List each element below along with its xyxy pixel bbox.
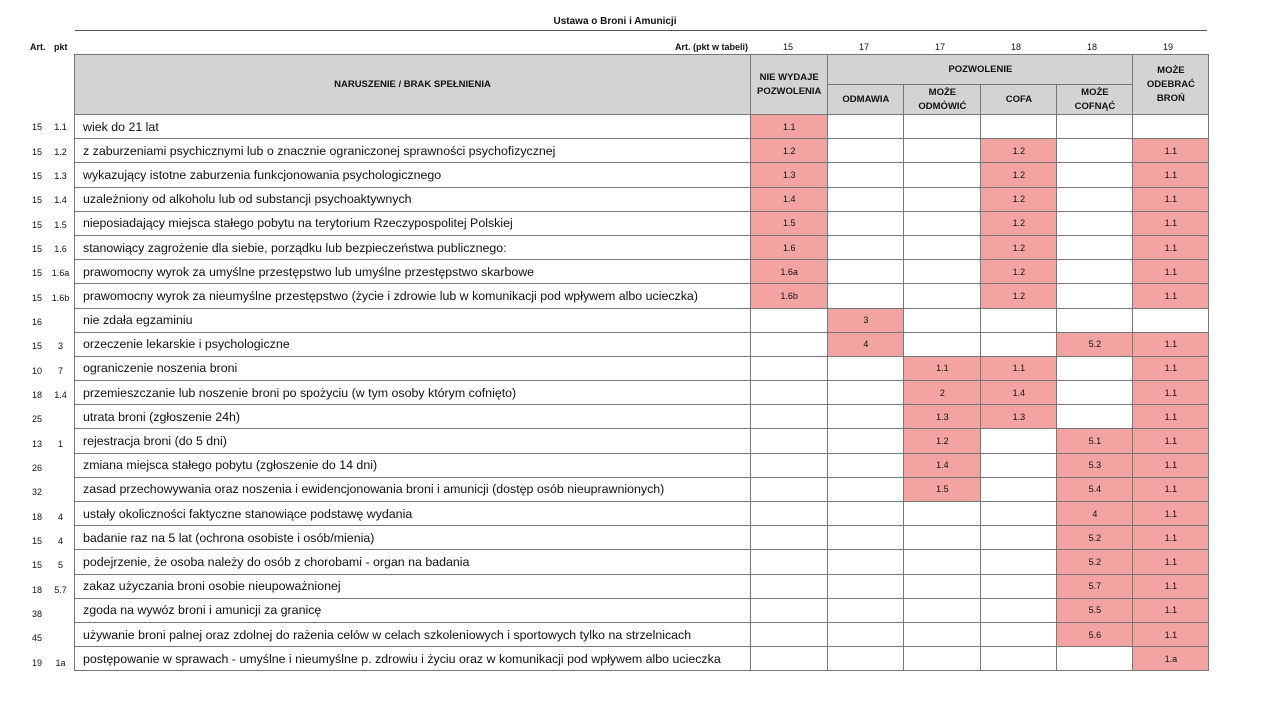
cell-moze-cofnac [1057,187,1133,211]
col-number-moze-odmowic: 17 [934,42,945,52]
cell-cofa: 1.2 [981,139,1057,163]
pkt-number: 1.6 [54,243,67,254]
cell-cofa: 1.4 [981,381,1057,405]
art-number: 15 [32,268,43,279]
table-row [75,574,1209,598]
cell-moze-odebrac: 1.1 [1133,381,1209,405]
cell-moze-odebrac [1133,115,1209,139]
pkt-number: 1.3 [54,170,67,181]
cell-moze-odebrac: 1.1 [1133,332,1209,356]
col-number-nie-wydaje: 15 [782,42,793,52]
cell-moze-cofnac: 5.2 [1057,332,1133,356]
cell-moze-odmowic: 1.3 [904,405,981,429]
table-row [75,356,1209,380]
cell-cofa [981,550,1057,574]
violation-description: rejestracja broni (do 5 dni) [75,429,751,453]
cell-moze-odebrac: 1.1 [1133,429,1209,453]
pkt-number: 4 [57,511,63,522]
cell-nie-wydaje [751,356,828,380]
violation-description: prawomocny wyrok za nieumyślne przestępstwo (życie i zdrowie lub w komunikacji pod wpływem albo ucieczka) [75,284,751,308]
cell-cofa [981,332,1057,356]
cell-nie-wydaje [751,647,828,671]
cell-odmawia: 4 [828,332,904,356]
violation-description: zmiana miejsca stałego pobytu (zgłoszenie do 14 dni) [75,453,751,477]
cell-moze-odmowic: 1.4 [904,453,981,477]
art-number: 15 [32,536,43,547]
cell-moze-odmowic [904,139,981,163]
cell-moze-odmowic [904,332,981,356]
art-number: 15 [32,560,43,571]
table-row [75,550,1209,574]
header-nie-wydaje: NIE WYDAJE POZWOLENIA [751,55,828,115]
cell-moze-odmowic [904,550,981,574]
cell-nie-wydaje [751,526,828,550]
pkt-number: 7 [57,365,63,376]
cell-odmawia [828,574,904,598]
cell-moze-odebrac: 1.1 [1133,622,1209,646]
cell-nie-wydaje [751,308,828,332]
pkt-number: 1.4 [54,389,67,400]
violation-description: używanie broni palnej oraz zdolnej do rażenia celów w celach szkoleniowych i sportowych tylko na strzelnicach [75,622,751,646]
table-row [75,115,1209,139]
cell-nie-wydaje [751,550,828,574]
cell-odmawia [828,284,904,308]
cell-moze-cofnac [1057,115,1133,139]
cell-moze-cofnac: 5.1 [1057,429,1133,453]
cell-cofa [981,526,1057,550]
art-number: 15 [32,292,43,303]
art-pkt-row [24,212,74,236]
cell-cofa [981,308,1057,332]
violation-description: przemieszczanie lub noszenie broni po spożyciu (w tym osoby którym cofnięto) [75,381,751,405]
art-pkt-row [24,456,74,480]
art-pkt-row [24,358,74,382]
violation-description: zgoda na wywóz broni i amunicji za granicę [75,598,751,622]
art-pkt-row [24,431,74,455]
cell-moze-odebrac: 1.1 [1133,284,1209,308]
violation-description: prawomocny wyrok za umyślne przestępstwo lub umyślne przestępstwo skarbowe [75,260,751,284]
cell-moze-odebrac: 1.1 [1133,550,1209,574]
pkt-number: 3 [57,341,63,352]
table-row [75,526,1209,550]
table-row [75,284,1209,308]
cell-moze-odmowic [904,187,981,211]
art-number: 18 [32,584,43,595]
art-pkt-row [24,407,74,431]
cell-moze-odmowic [904,308,981,332]
cell-moze-cofnac: 5.4 [1057,477,1133,501]
cell-odmawia [828,139,904,163]
violation-description: ustały okoliczności faktyczne stanowiące podstawę wydania [75,502,751,526]
cell-moze-odmowic [904,598,981,622]
table-row [75,211,1209,235]
cell-moze-odebrac: 1.1 [1133,163,1209,187]
table-row [75,622,1209,646]
pkt-number: 4 [57,536,63,547]
violation-description: ograniczenie noszenia broni [75,356,751,380]
art-pkt-row [24,529,74,553]
cell-odmawia [828,550,904,574]
cell-nie-wydaje: 1.6b [751,284,828,308]
cell-moze-odmowic [904,574,981,598]
cell-moze-odebrac: 1.1 [1133,574,1209,598]
art-pkt-row [24,651,74,675]
cell-moze-odmowic [904,622,981,646]
art-number: 45 [32,633,43,644]
cell-nie-wydaje [751,453,828,477]
cell-cofa [981,429,1057,453]
art-number: 10 [32,365,43,376]
art-pkt-row [24,188,74,212]
cell-moze-cofnac [1057,139,1133,163]
document-title: Ustawa o Broni i Amunicji [553,16,677,27]
cell-moze-cofnac: 5.3 [1057,453,1133,477]
header-naruszenie: NARUSZENIE / BRAK SPEŁNIENIA [75,55,751,115]
pkt-number: 1a [55,657,66,668]
pkt-number: 1.5 [54,219,67,230]
art-number: 15 [32,243,43,254]
cell-moze-odmowic [904,284,981,308]
table-row [75,405,1209,429]
violation-description: badanie raz na 5 lat (ochrona osobiste i osób/mienia) [75,526,751,550]
cell-moze-odmowic: 1.1 [904,356,981,380]
cell-moze-cofnac: 4 [1057,502,1133,526]
cell-cofa: 1.2 [981,187,1057,211]
header-moze-cofnac: MOŻE COFNĄĆ [1057,85,1133,115]
header-cofa: COFA [981,85,1057,115]
cell-odmawia [828,235,904,259]
art-pkt-row [24,553,74,577]
cell-moze-cofnac [1057,308,1133,332]
title-underline [75,30,1207,31]
art-number: 18 [32,389,43,400]
cell-moze-odmowic: 2 [904,381,981,405]
cell-nie-wydaje [751,405,828,429]
col-number-moze-cofnac: 18 [1086,42,1097,52]
cell-cofa [981,598,1057,622]
table-row [75,429,1209,453]
art-number: 18 [32,511,43,522]
cell-nie-wydaje: 1.2 [751,139,828,163]
art-pkt-row [24,505,74,529]
cell-moze-odmowic [904,163,981,187]
cell-moze-cofnac [1057,647,1133,671]
cell-odmawia [828,187,904,211]
table-row [75,187,1209,211]
art-pkt-row [24,480,74,504]
art-column-label: Art. [30,42,46,52]
cell-moze-cofnac [1057,235,1133,259]
table-row [75,308,1209,332]
cell-odmawia [828,211,904,235]
cell-moze-odebrac: 1.1 [1133,453,1209,477]
cell-odmawia: 3 [828,308,904,332]
cell-odmawia [828,526,904,550]
cell-odmawia [828,115,904,139]
cell-cofa [981,647,1057,671]
cell-cofa: 1.2 [981,163,1057,187]
cell-moze-odmowic: 1.5 [904,477,981,501]
art-pkt-row [24,261,74,285]
art-number: 25 [32,414,43,425]
art-number: 15 [32,219,43,230]
violation-description: wykazujący istotne zaburzenia funkcjonowania psychologicznego [75,163,751,187]
violation-description: zasad przechowywania oraz noszenia i ewidencjonowania broni i amunicji (dostęp osób nieuprawnionych) [75,477,751,501]
cell-nie-wydaje [751,574,828,598]
col-number-odmawia: 17 [858,42,869,52]
table-row [75,163,1209,187]
cell-moze-odmowic [904,211,981,235]
cell-moze-odebrac: 1.1 [1133,139,1209,163]
art-pkt-row [24,626,74,650]
cell-moze-odebrac [1133,308,1209,332]
art-pkt-column [24,115,74,675]
cell-odmawia [828,598,904,622]
art-number: 15 [32,170,43,181]
cell-odmawia [828,405,904,429]
art-number: 26 [32,462,43,473]
cell-moze-cofnac: 5.2 [1057,550,1133,574]
cell-moze-odmowic [904,235,981,259]
table-row [75,598,1209,622]
cell-cofa [981,622,1057,646]
header-odmawia: ODMAWIA [828,85,904,115]
pkt-number: 5 [57,560,63,571]
art-number: 15 [32,122,43,133]
cell-moze-odebrac: 1.1 [1133,477,1209,501]
cell-moze-cofnac [1057,284,1133,308]
violation-description: utrata broni (zgłoszenie 24h) [75,405,751,429]
cell-moze-odebrac: 1.1 [1133,211,1209,235]
cell-nie-wydaje [751,502,828,526]
violation-description: nieposiadający miejsca stałego pobytu na terytorium Rzeczypospolitej Polskiej [75,211,751,235]
art-number: 15 [32,146,43,157]
cell-moze-odebrac: 1.1 [1133,598,1209,622]
art-number: 19 [32,657,43,668]
art-number: 15 [32,341,43,352]
pkt-number: 1.2 [54,146,67,157]
cell-cofa: 1.1 [981,356,1057,380]
cell-moze-odebrac: 1.1 [1133,405,1209,429]
cell-odmawia [828,477,904,501]
cell-cofa: 1.2 [981,235,1057,259]
cell-cofa [981,115,1057,139]
pkt-number: 1.6b [51,292,70,303]
cell-moze-odebrac: 1.1 [1133,356,1209,380]
cell-cofa [981,453,1057,477]
cell-nie-wydaje [751,332,828,356]
pkt-number: 5.7 [54,584,67,595]
cell-odmawia [828,260,904,284]
cell-cofa: 1.2 [981,211,1057,235]
pkt-number: 1.1 [54,122,67,133]
cell-odmawia [828,356,904,380]
art-pkt-row [24,164,74,188]
cell-nie-wydaje: 1.4 [751,187,828,211]
cell-moze-odmowic [904,526,981,550]
art-pkt-row [24,310,74,334]
table-row [75,260,1209,284]
art-number: 13 [32,438,43,449]
table-row [75,235,1209,259]
cell-moze-odebrac: 1.1 [1133,187,1209,211]
cell-moze-cofnac [1057,260,1133,284]
cell-moze-odebrac: 1.1 [1133,235,1209,259]
cell-moze-cofnac [1057,211,1133,235]
col-number-moze-odebrac: 19 [1162,42,1173,52]
art-pkt-row [24,578,74,602]
cell-moze-odebrac: 1.1 [1133,526,1209,550]
table-row [75,477,1209,501]
table-row [75,381,1209,405]
table-row [75,647,1209,671]
art-pkt-row [24,285,74,309]
cell-moze-odmowic [904,647,981,671]
cell-cofa [981,477,1057,501]
art-pkt-row [24,237,74,261]
cell-odmawia [828,453,904,477]
violations-table [74,54,1209,671]
table-row [75,139,1209,163]
cell-moze-odebrac: 1.1 [1133,502,1209,526]
cell-cofa: 1.2 [981,260,1057,284]
pkt-number: 1.4 [54,195,67,206]
cell-nie-wydaje: 1.6 [751,235,828,259]
cell-moze-cofnac: 5.6 [1057,622,1133,646]
art-number: 38 [32,609,43,620]
cell-odmawia [828,502,904,526]
cell-odmawia [828,381,904,405]
table-body [75,115,1209,671]
cell-moze-cofnac [1057,381,1133,405]
violation-description: orzeczenie lekarskie i psychologiczne [75,332,751,356]
cell-moze-odebrac: 1.1 [1133,260,1209,284]
cell-cofa [981,502,1057,526]
art-pkt-row [24,334,74,358]
cell-cofa: 1.2 [981,284,1057,308]
cell-odmawia [828,622,904,646]
table-row [75,502,1209,526]
art-pkt-label: Art. (pkt w tabeli) [674,42,748,52]
violation-description: podejrzenie, że osoba należy do osób z chorobami - organ na badania [75,550,751,574]
cell-nie-wydaje: 1.5 [751,211,828,235]
col-number-cofa: 18 [1010,42,1021,52]
pkt-number: 1.6a [51,268,70,279]
cell-nie-wydaje: 1.6a [751,260,828,284]
header-pozwolenie: POZWOLENIE [828,55,1133,85]
cell-odmawia [828,647,904,671]
cell-nie-wydaje [751,598,828,622]
cell-moze-cofnac [1057,405,1133,429]
art-pkt-row [24,383,74,407]
cell-odmawia [828,163,904,187]
cell-nie-wydaje: 1.3 [751,163,828,187]
violation-description: uzależniony od alkoholu lub od substancji psychoaktywnych [75,187,751,211]
art-number: 16 [32,316,43,327]
cell-nie-wydaje [751,381,828,405]
cell-moze-odmowic [904,502,981,526]
art-pkt-row [24,139,74,163]
violation-description: nie zdała egzaminiu [75,308,751,332]
cell-moze-cofnac: 5.5 [1057,598,1133,622]
pkt-number: 1 [57,438,63,449]
violation-description: z zaburzeniami psychicznymi lub o znacznie ograniczonej sprawności psychofizycznej [75,139,751,163]
cell-moze-cofnac: 5.7 [1057,574,1133,598]
header-moze-odebrac: MOŻE ODEBRAĆ BROŃ [1133,55,1209,115]
cell-moze-cofnac: 5.2 [1057,526,1133,550]
violation-description: wiek do 21 lat [75,115,751,139]
cell-moze-odmowic [904,115,981,139]
cell-nie-wydaje [751,477,828,501]
cell-cofa [981,574,1057,598]
header-moze-odmowic: MOŻE ODMÓWIĆ [904,85,981,115]
violation-description: postępowanie w sprawach - umyślne i nieumyślne p. zdrowiu i życiu oraz w komunikacji pod wpływem albo ucieczka [75,647,751,671]
violation-description: stanowiący zagrożenie dla siebie, porządku lub bezpieczeństwa publicznego: [75,235,751,259]
cell-moze-cofnac [1057,356,1133,380]
art-number: 15 [32,195,43,206]
cell-moze-odmowic: 1.2 [904,429,981,453]
pkt-column-label: pkt [54,42,68,52]
cell-moze-odebrac: 1.a [1133,647,1209,671]
table-row [75,453,1209,477]
art-number: 32 [32,487,43,498]
cell-odmawia [828,429,904,453]
cell-moze-odmowic [904,260,981,284]
art-pkt-row [24,115,74,139]
cell-nie-wydaje [751,429,828,453]
cell-nie-wydaje [751,622,828,646]
art-pkt-row [24,602,74,626]
table-row [75,332,1209,356]
cell-cofa: 1.3 [981,405,1057,429]
cell-moze-cofnac [1057,163,1133,187]
cell-nie-wydaje: 1.1 [751,115,828,139]
violation-description: zakaz użyczania broni osobie nieupoważnionej [75,574,751,598]
